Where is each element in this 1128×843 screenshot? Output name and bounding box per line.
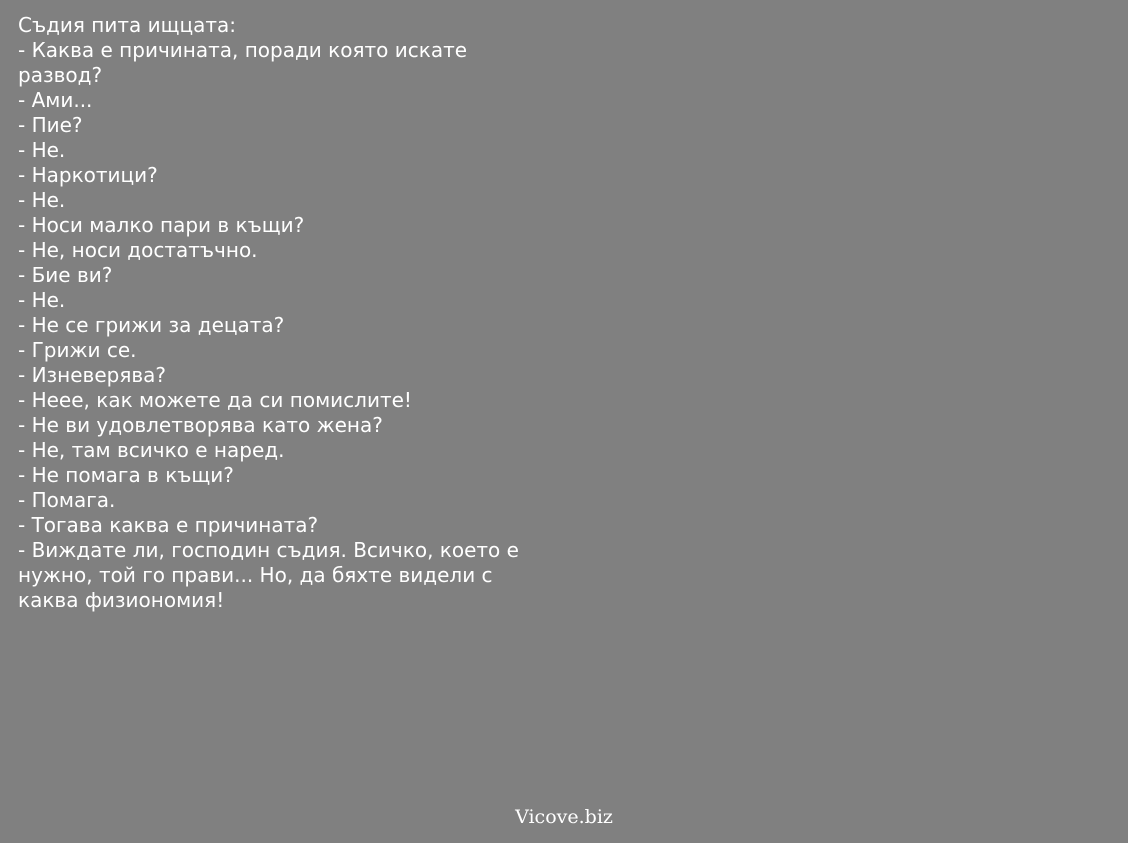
joke-line: - Пие?	[18, 113, 83, 137]
joke-line: - Не, носи достатъчно.	[18, 238, 258, 262]
joke-line: - Изневерява?	[18, 363, 167, 387]
joke-line: - Не помага в къщи?	[18, 463, 234, 487]
joke-line: - Не.	[18, 188, 66, 212]
joke-line: - Не.	[18, 288, 66, 312]
joke-line: Съдия пита ищцата:	[18, 13, 236, 37]
joke-line: - Виждате ли, господин съдия. Всичко, което е	[18, 538, 519, 562]
joke-line: - Не, там всичко е наред.	[18, 438, 285, 462]
joke-line: - Ами...	[18, 88, 93, 112]
site-watermark: Vicove.biz	[515, 806, 613, 828]
joke-line: нужно, той го прави... Но, да бяхте видели с	[18, 563, 493, 587]
joke-line: - Каква е причината, поради която искате	[18, 38, 468, 62]
joke-line: - Наркотици?	[18, 163, 158, 187]
joke-line: - Не.	[18, 138, 66, 162]
joke-line: - Тогава каква е причината?	[18, 513, 319, 537]
joke-line: развод?	[18, 63, 103, 87]
joke-line: - Неее, как можете да си помислите!	[18, 388, 412, 412]
joke-line: - Грижи се.	[18, 338, 137, 362]
joke-line: - Носи малко пари в къщи?	[18, 213, 305, 237]
joke-line: - Не ви удовлетворява като жена?	[18, 413, 383, 437]
joke-line: - Помага.	[18, 488, 116, 512]
joke-line: каква физиономия!	[18, 588, 225, 612]
joke-line: - Не се грижи за децата?	[18, 313, 285, 337]
joke-line: - Бие ви?	[18, 263, 113, 287]
joke-text	[18, 13, 578, 613]
